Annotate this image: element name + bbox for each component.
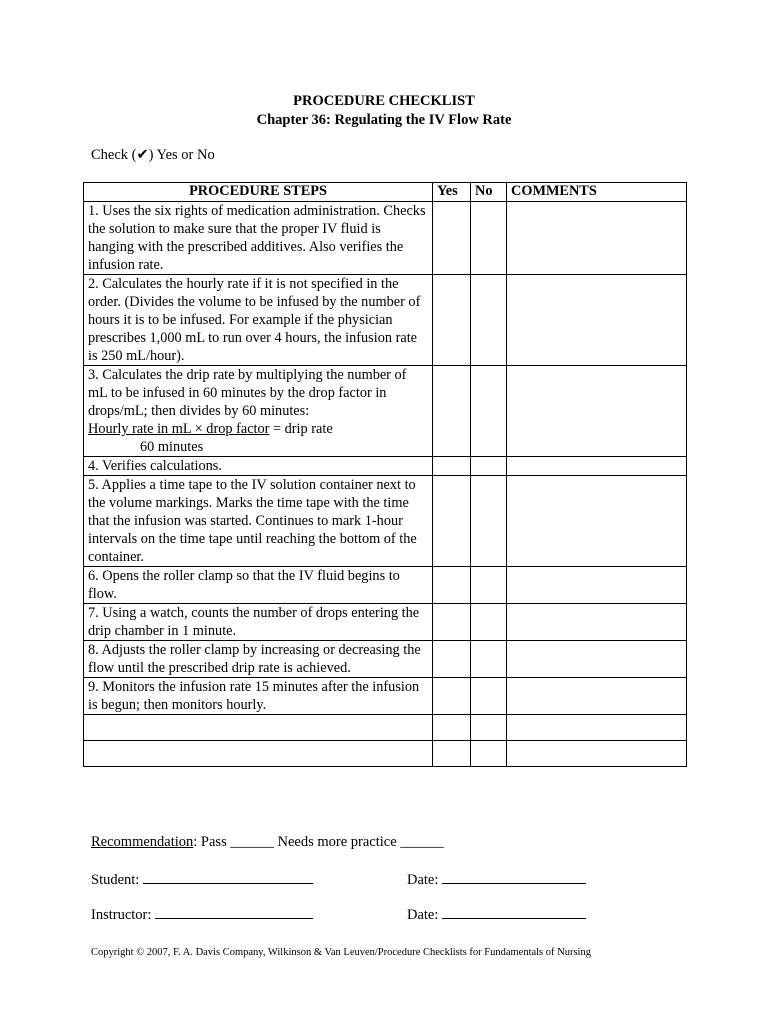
step-3-comments-cell[interactable] [507,366,687,457]
page-subtitle: Chapter 36: Regulating the IV Flow Rate [256,112,512,128]
table-row [84,567,687,604]
blank-step-cell[interactable] [84,715,433,741]
blank-no-cell[interactable] [471,715,507,741]
instructor-signature-blank[interactable] [155,906,313,919]
blank-comments-cell[interactable] [507,741,687,767]
student-signature-blank[interactable] [143,871,313,884]
step-4-comments-cell[interactable] [507,457,687,476]
step-3-cell [84,366,433,457]
step-9-text: 9. Monitors the infusion rate 15 minutes after the infusion is begun; then monitors hourly. [84,678,433,715]
table-row [84,457,687,476]
table-row [84,476,687,567]
instructor-label: Instructor: [91,907,156,923]
column-header-procedure-steps: PROCEDURE STEPS [84,183,433,202]
step-2-text: 2. Calculates the hourly rate if it is not specified in the order. (Divides the volume to be infused by the number of hours it is to be infused. For example if the physician prescribes 1,000 mL to run over 4 hours, the infusion rate is 250 mL/hour). [84,275,433,366]
step-7-text: 7. Using a watch, counts the number of drops entering the drip chamber in 1 minute. [84,604,433,641]
step-8-comments-cell[interactable] [507,641,687,678]
step-5-comments-cell[interactable] [507,476,687,567]
step-1-comments-cell[interactable] [507,202,687,275]
blank-no-cell[interactable] [471,741,507,767]
step-5-yes-cell[interactable] [433,476,471,567]
step-5-text: 5. Applies a time tape to the IV solution container next to the volume markings. Marks the time tape with the time that the infusion was started. Continues to mark 1-hour intervals on the time tape until reaching the bottom of the container. [84,476,433,567]
copyright-notice: Copyright © 2007, F. A. Davis Company, Wilkinson & Van Leuven/Procedure Checklists for Fundamentals of Nursing [91,947,591,958]
instructor-date-line [407,906,586,924]
step-6-text: 6. Opens the roller clamp so that the IV fluid begins to flow. [84,567,433,604]
table-row [84,275,687,366]
table-row [84,366,687,457]
blank-row [84,741,687,767]
page-title: PROCEDURE CHECKLIST [293,93,475,109]
step-8-no-cell[interactable] [471,641,507,678]
check-instruction: Check (✔) Yes or No [91,147,215,163]
step-7-comments-cell[interactable] [507,604,687,641]
step-1-no-cell[interactable] [471,202,507,275]
step-6-comments-cell[interactable] [507,567,687,604]
student-line [91,871,313,889]
blank-yes-cell[interactable] [433,741,471,767]
blank-row [84,715,687,741]
step-2-no-cell[interactable] [471,275,507,366]
table-row [84,678,687,715]
recommendation-options: : Pass ______ Needs more practice ______ [193,834,444,850]
step-6-no-cell[interactable] [471,567,507,604]
step-8-yes-cell[interactable] [433,641,471,678]
step-1-yes-cell[interactable] [433,202,471,275]
instructor-line [91,906,313,924]
recommendation-label: Recommendation [91,834,194,850]
step-3-text: 3. Calculates the drip rate by multiplying the number of mL to be infused in 60 minutes by the drop factor in drops/mL; then divides by 60 minutes: [88,367,407,419]
formula-numerator: Hourly rate in mL × drop factor [88,421,270,437]
step-5-no-cell[interactable] [471,476,507,567]
formula-denominator: 60 minutes [140,439,204,455]
step-8-text: 8. Adjusts the roller clamp by increasing or decreasing the flow until the prescribed drip rate is achieved. [84,641,433,678]
recommendation-line [91,834,444,851]
step-3-no-cell[interactable] [471,366,507,457]
step-4-no-cell[interactable] [471,457,507,476]
step-4-text: 4. Verifies calculations. [84,457,433,476]
step-7-yes-cell[interactable] [433,604,471,641]
step-9-yes-cell[interactable] [433,678,471,715]
column-header-comments: COMMENTS [507,183,687,202]
blank-step-cell[interactable] [84,741,433,767]
step-9-comments-cell[interactable] [507,678,687,715]
student-date-blank[interactable] [442,871,586,884]
column-header-no: No [471,183,507,202]
table-row [84,604,687,641]
step-4-yes-cell[interactable] [433,457,471,476]
student-date-label: Date: [407,872,443,888]
step-1-text: 1. Uses the six rights of medication administration. Checks the solution to make sure that the proper IV fluid is hanging with the prescribed additives. Also verifies the infusion rate. [84,202,433,275]
procedure-checklist-table [83,182,687,767]
column-header-yes: Yes [433,183,471,202]
step-7-no-cell[interactable] [471,604,507,641]
blank-comments-cell[interactable] [507,715,687,741]
table-row [84,641,687,678]
instructor-date-label: Date: [407,907,443,923]
step-6-yes-cell[interactable] [433,567,471,604]
step-3-yes-cell[interactable] [433,366,471,457]
formula-equals: = drip rate [269,421,333,437]
student-label: Student: [91,872,143,888]
step-9-no-cell[interactable] [471,678,507,715]
table-row [84,202,687,275]
step-2-yes-cell[interactable] [433,275,471,366]
table-header-row [84,183,687,202]
instructor-date-blank[interactable] [442,906,586,919]
step-2-comments-cell[interactable] [507,275,687,366]
blank-yes-cell[interactable] [433,715,471,741]
student-date-line [407,871,586,889]
